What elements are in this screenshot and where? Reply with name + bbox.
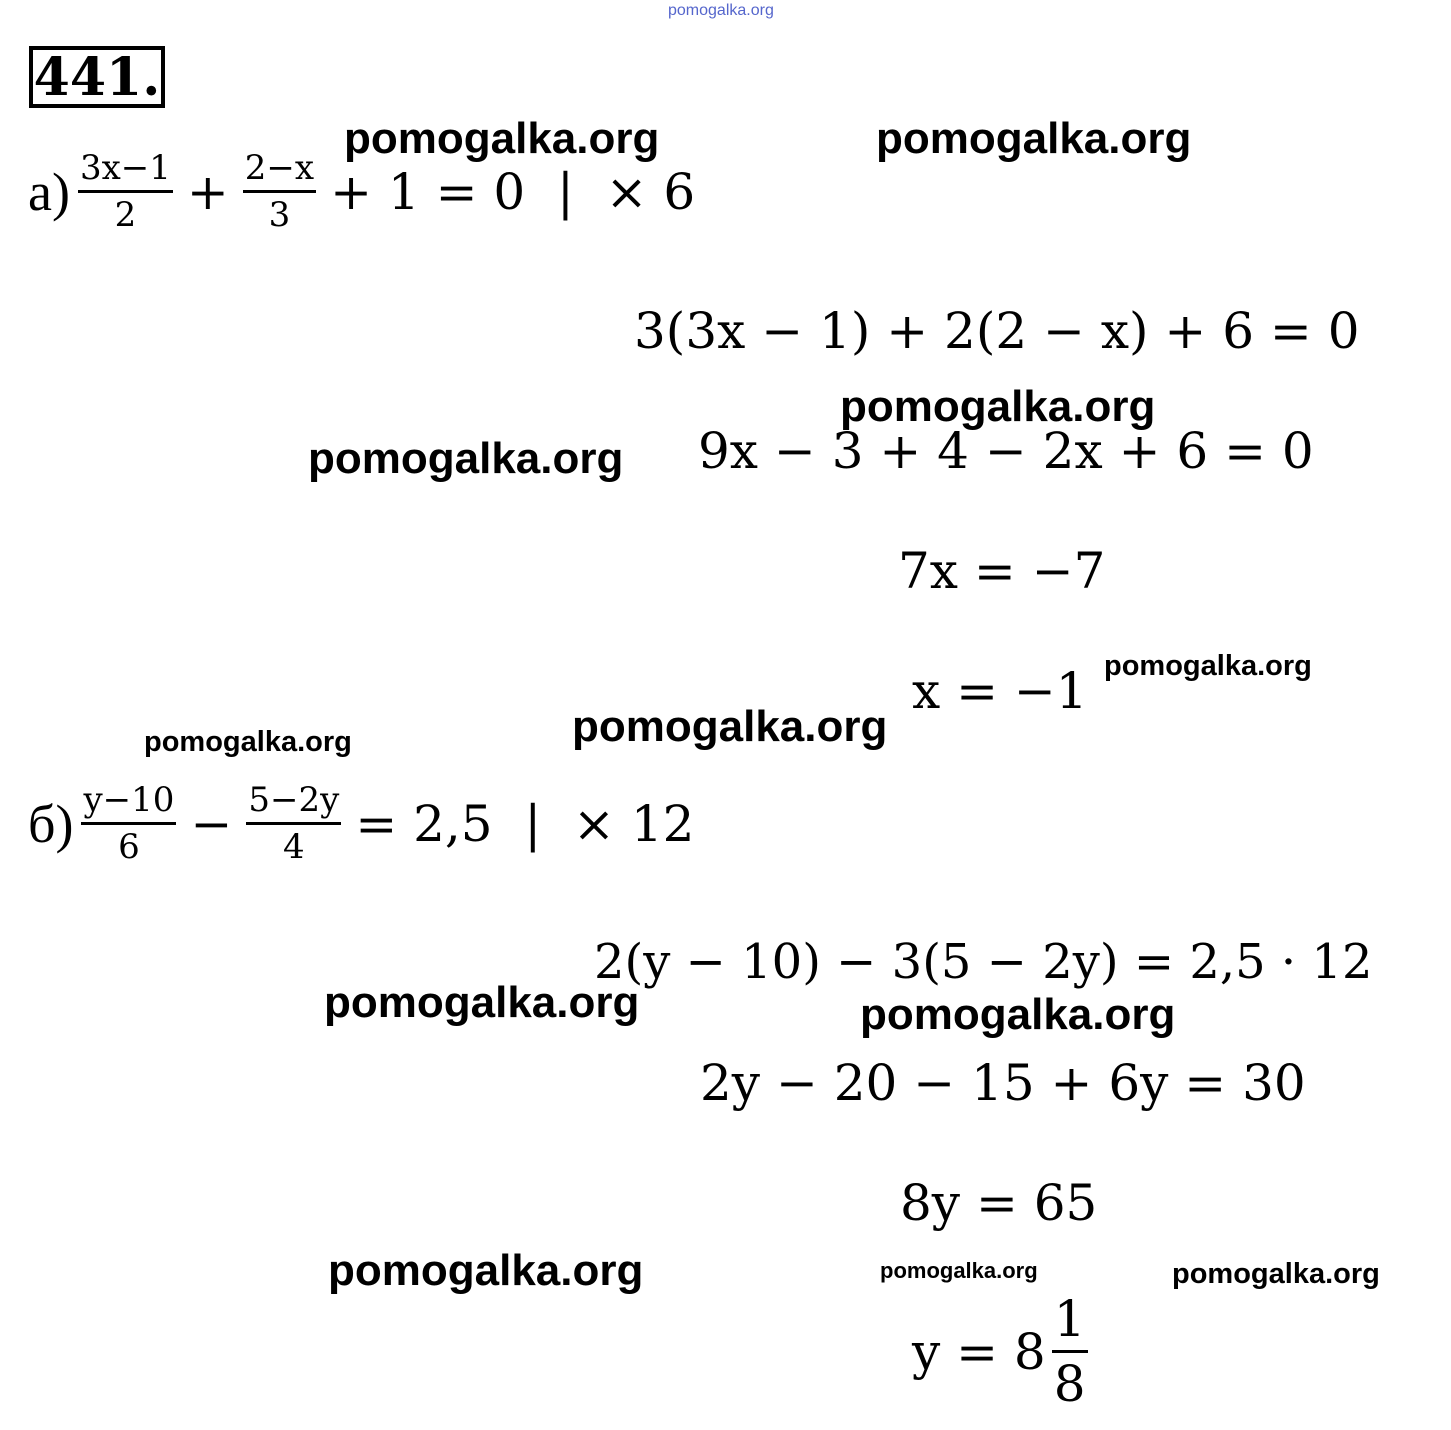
watermark-3: pomogalka.org [840,382,1156,431]
part-b-frac1-denominator: 6 [118,827,140,867]
part-b-equation [28,780,694,867]
watermark-2: pomogalka.org [876,114,1192,163]
part-b-frac1-numerator: y−10 [83,780,175,820]
part-b-step-2: 2y − 20 − 15 + 6y = 30 [700,1054,1306,1112]
watermark-11: pomogalka.org [880,1258,1038,1283]
part-a-fraction-1 [78,148,173,235]
part-b-minus: − [190,794,233,853]
part-a-step-4: x = −1 [912,662,1088,720]
watermark-top: pomogalka.org [668,2,774,19]
part-b-fraction-2 [246,780,341,867]
part-a-frac1-numerator: 3x−1 [79,148,171,188]
part-a-plus: + [186,162,229,221]
watermark-6: pomogalka.org [572,702,888,751]
problem-number: 441. [29,46,165,108]
part-a-step-3: 7x = −7 [898,542,1106,600]
part-b-answer-lhs: y = 8 [912,1322,1046,1381]
watermark-4: pomogalka.org [308,434,624,483]
part-a-frac1-denominator: 2 [114,195,137,235]
watermark-8: pomogalka.org [324,978,640,1027]
watermark-5: pomogalka.org [1104,650,1312,682]
part-b-answer-fraction [1052,1290,1088,1413]
part-b-label: б) [28,793,74,854]
watermark-10: pomogalka.org [328,1246,644,1295]
part-b-answer [912,1290,1088,1413]
watermark-12: pomogalka.org [1172,1258,1380,1290]
part-a-label: а) [28,161,70,222]
part-b-step-3: 8y = 65 [900,1174,1098,1232]
part-b-frac2-numerator: 5−2y [248,780,340,820]
part-b-rest: = 2,5 | × 12 [355,794,695,853]
part-a-fraction-2 [243,148,316,235]
part-b-fraction-1 [81,780,176,867]
watermark-7: pomogalka.org [144,726,352,758]
part-b-frac2-denominator: 4 [283,827,305,867]
part-a-frac2-denominator: 3 [268,195,291,235]
part-b-step-1: 2(y − 10) − 3(5 − 2y) = 2,5 · 12 [594,934,1373,990]
part-a-step-2: 9x − 3 + 4 − 2x + 6 = 0 [698,422,1314,480]
part-a-rest: + 1 = 0 | × 6 [330,162,696,221]
watermark-1: pomogalka.org [344,114,660,163]
part-a-frac2-numerator: 2−x [244,148,315,188]
part-b-answer-numerator: 1 [1053,1290,1086,1348]
watermark-9: pomogalka.org [860,990,1176,1039]
part-a-step-1: 3(3x − 1) + 2(2 − x) + 6 = 0 [634,302,1360,360]
part-b-answer-denominator: 8 [1053,1355,1086,1413]
